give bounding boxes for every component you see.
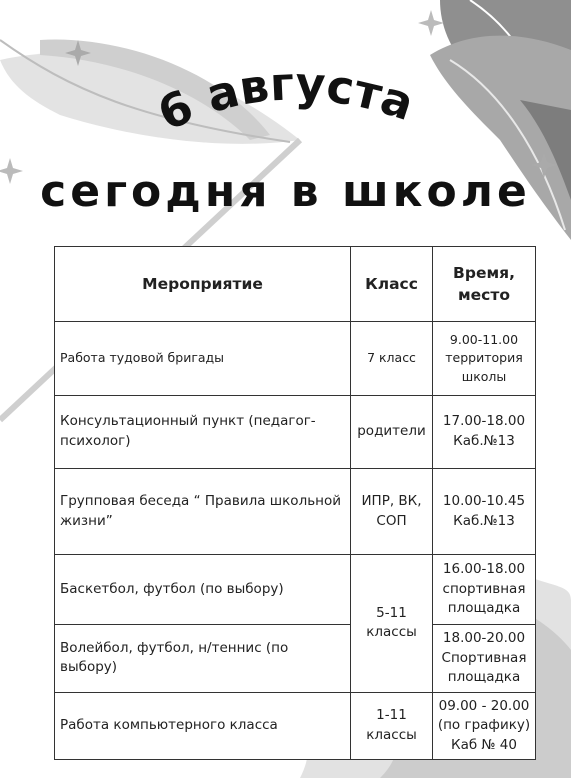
header-class: Класс (351, 247, 433, 322)
table-header-row (55, 247, 536, 322)
class-cell: родители (351, 396, 433, 469)
table-row (55, 322, 536, 396)
page-title: сегодня в школе (40, 166, 531, 217)
event-cell: Волейбол, футбол, н/теннис (по выбору) (55, 625, 351, 693)
event-cell: Консультационный пункт (педагог-психолог) (55, 396, 351, 469)
time-cell: 10.00-10.45 Каб.№13 (433, 469, 536, 555)
class-cell: 1-11 классы (351, 692, 433, 760)
time-cell: 17.00-18.00 Каб.№13 (433, 396, 536, 469)
time-cell: 16.00-18.00 спортивная площадка (433, 555, 536, 625)
table-row (55, 396, 536, 469)
event-cell: Работа компьютерного класса (55, 692, 351, 760)
event-cell: Баскетбол, футбол (по выбору) (55, 555, 351, 625)
time-cell: 18.00-20.00 Спортивная площадка (433, 625, 536, 693)
class-cell: 7 класс (351, 322, 433, 396)
event-cell: Работа тудовой бригады (55, 322, 351, 396)
time-cell: 9.00-11.00 территория школы (433, 322, 536, 396)
title-date: 6 августа (149, 56, 421, 142)
table-row (55, 625, 536, 693)
time-cell: 09.00 - 20.00 (по графику) Каб № 40 (433, 692, 536, 760)
table-row (55, 692, 536, 760)
svg-text:6 августа (150, 56, 421, 141)
header-event: Мероприятие (55, 247, 351, 322)
class-cell: ИПР, ВК, СОП (351, 469, 433, 555)
class-cell: 5-11 классы (351, 555, 433, 693)
table-row (55, 469, 536, 555)
schedule-table (54, 246, 536, 760)
event-cell: Групповая беседа “ Правила школьной жизни” (55, 469, 351, 555)
header-time: Время, место (433, 247, 536, 322)
table-row (55, 555, 536, 625)
